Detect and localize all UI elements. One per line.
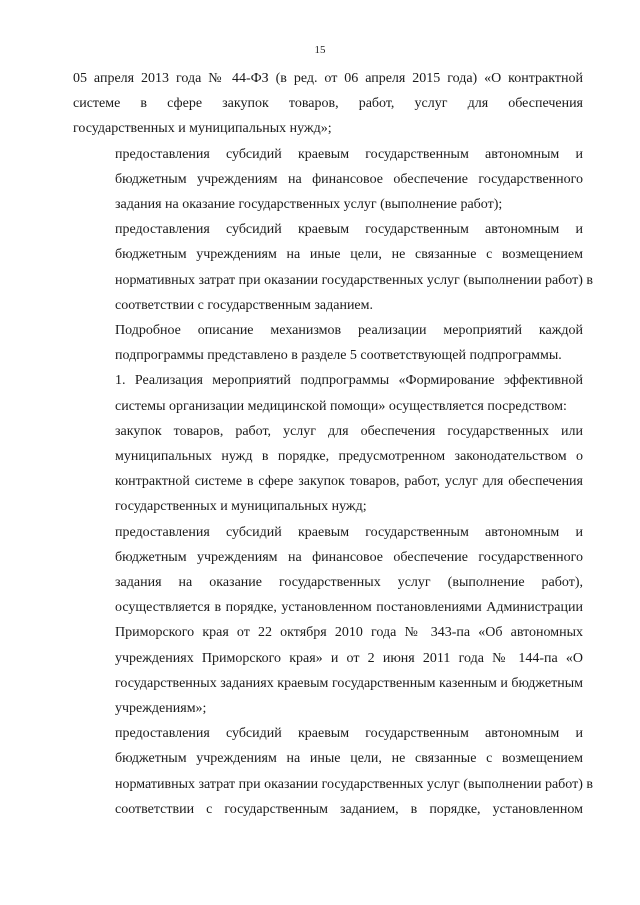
paragraph (73, 66, 583, 142)
text-line: государственных и муниципальных нужд; (115, 499, 367, 515)
text-line: нормативных затрат при оказании государственных услуг (выполнении работ) в (115, 776, 593, 792)
text-line: предоставления субсидий краевым государственным автономным и (115, 222, 583, 238)
paragraph (73, 142, 583, 218)
paragraph (73, 721, 593, 822)
text-line: бюджетным учреждениям на иные цели, не связанные с возмещением (115, 751, 583, 767)
text-line: бюджетным учреждениям на иные цели, не связанные с возмещением (115, 247, 583, 263)
text-line: нормативных затрат при оказании государственных услуг (выполнении работ) в (115, 272, 593, 288)
paragraph (73, 217, 593, 318)
text-line: задания на оказание государственных услуг (выполнение работ), (115, 575, 583, 591)
paragraph (73, 419, 583, 520)
text-line: Подробное описание механизмов реализации мероприятий каждой (115, 323, 583, 339)
page-number: 15 (314, 44, 326, 56)
text-line: соответствии с государственным заданием, в порядке, установленном (115, 801, 583, 817)
text-line: муниципальных нужд в порядке, предусмотренном законодательством о (115, 449, 583, 465)
paragraph (73, 318, 583, 368)
text-line: бюджетным учреждениям на финансовое обеспечение государственного (115, 171, 583, 187)
text-line: государственных и муниципальных нужд»; (73, 121, 332, 137)
text-line: предоставления субсидий краевым государственным автономным и (115, 146, 583, 162)
text-line: 05 апреля 2013 года № 44-ФЗ (в ред. от 06 апреля 2015 года) «О контрактной (73, 71, 583, 86)
text-line: закупок товаров, работ, услуг для обеспечения государственных или (115, 423, 583, 439)
text-line: 1. Реализация мероприятий подпрограммы «Формирование эффективной (115, 373, 583, 389)
text-line: системы организации медицинской помощи» осуществляется посредством: (115, 398, 567, 414)
text-line: контрактной системе в сфере закупок товаров, работ, услуг для обеспечения (115, 474, 583, 490)
text-line: Приморского края от 22 октября 2010 года № 343-па «Об автономных (115, 625, 583, 641)
text-line: государственных заданиях краевым государственным казенным и бюджетным (115, 675, 583, 691)
text-line: системе в сфере закупок товаров, работ, услуг для обеспечения (73, 96, 583, 112)
text-line: предоставления субсидий краевым государственным автономным и (115, 524, 583, 540)
paragraph (73, 368, 583, 418)
paragraph (73, 520, 583, 722)
text-line: осуществляется в порядке, установленном постановлениями Администрации (115, 600, 583, 616)
text-line: учреждениях Приморского края» и от 2 июня 2011 года № 144-па «О (115, 650, 583, 666)
text-line: учреждениям»; (115, 701, 207, 717)
text-line: бюджетным учреждениям на финансовое обеспечение государственного (115, 549, 583, 565)
document-body (73, 66, 593, 822)
text-line: подпрограммы представлено в разделе 5 соответствующей подпрограммы. (115, 348, 562, 364)
text-line: соответствии с государственным заданием. (115, 297, 374, 313)
text-line: предоставления субсидий краевым государственным автономным и (115, 726, 583, 742)
text-line: задания на оказание государственных услуг (выполнение работ); (115, 197, 503, 213)
